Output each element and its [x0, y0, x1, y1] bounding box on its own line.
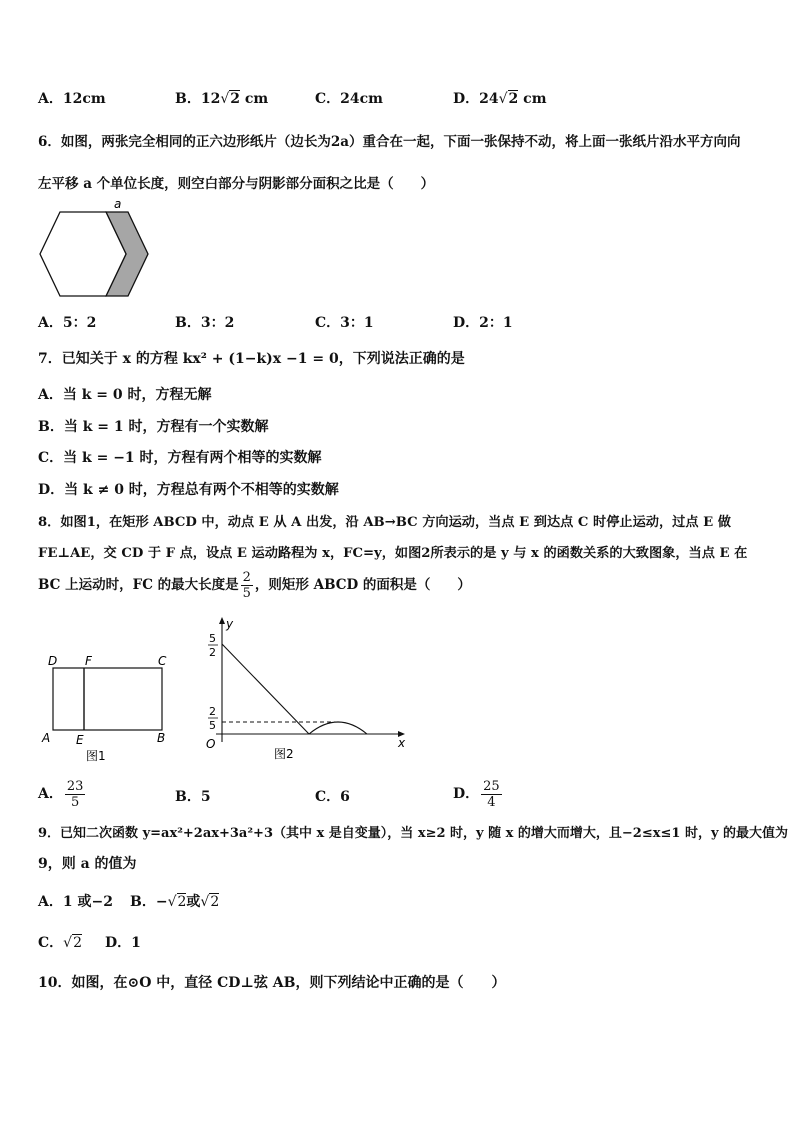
tick-low-den: 5 — [209, 719, 216, 732]
q8-option-c: C．6 — [315, 789, 350, 805]
label-y: y — [226, 617, 234, 631]
q7-option-d: D．当 k ≠ 0 时，方程总有两个不相等的实数解 — [38, 482, 339, 498]
q8-stem-line2: FE⊥AE，交 CD 于 F 点，设点 E 运动路程为 x，FC=y，如图2所表示的是 y 与 x 的函数关系的大致图象，当点 E 在 — [38, 546, 748, 561]
label-f: F — [85, 654, 92, 668]
q6-stem-line1: 6．如图，两张完全相同的正六边形纸片（边长为2a）重合在一起，下面一张保持不动，将上面一张纸片沿水平方向向 — [38, 134, 741, 150]
q5-option-d: D．24√2 cm — [453, 91, 547, 107]
q8-option-b: B．5 — [175, 789, 211, 805]
q7-option-a: A．当 k = 0 时，方程无解 — [38, 387, 212, 403]
label-b: B — [157, 731, 166, 745]
graph-arc — [309, 722, 367, 734]
figure1-caption: 图1 — [86, 749, 106, 763]
tick-top-den: 2 — [209, 646, 216, 659]
q6-option-d: D．2：1 — [453, 315, 513, 331]
q6-option-c: C．3：1 — [315, 315, 374, 331]
q10-stem: 10．如图，在⊙O 中，直径 CD⊥弦 AB，则下列结论中正确的是（ ） — [38, 975, 506, 991]
label-x: x — [398, 736, 406, 750]
q9-option-a: A．1 或−2 — [38, 894, 113, 910]
tick-top-num: 5 — [209, 632, 216, 645]
q7-stem: 7．已知关于 x 的方程 kx² + (1−k)x −1 = 0，下列说法正确的是 — [38, 351, 465, 367]
q7-option-b: B．当 k = 1 时，方程有一个实数解 — [38, 419, 269, 435]
q9-option-d: D．1 — [105, 935, 141, 951]
q8-figure2-graph — [196, 614, 416, 764]
q7-option-c: C．当 k = −1 时，方程有两个相等的实数解 — [38, 450, 322, 466]
q8-option-a: A． $\frac{23}{5}$ — [38, 778, 84, 810]
label-a: A — [42, 731, 51, 745]
q6-option-b: B．3：2 — [175, 315, 235, 331]
q5-option-b: B．12√2 cm — [175, 91, 269, 107]
q9-stem-line2: 9，则 a 的值为 — [38, 856, 137, 872]
label-a: a — [114, 198, 122, 211]
rectangle-abcd — [53, 668, 162, 730]
q9-stem-line1: 9．已知二次函数 y=ax²+2ax+3a²+3（其中 x 是自变量），当 x≥2 时，y 随 x 的增大而增大，且−2≤x≤1 时，y 的最大值为 — [38, 826, 789, 841]
label-origin: O — [206, 737, 216, 751]
label-c: C — [158, 654, 167, 668]
label-d: D — [48, 654, 58, 668]
q6-option-a: A．5：2 — [38, 315, 97, 331]
q8-option-d: D． $\frac{25}{4}$ — [453, 778, 500, 810]
q9-option-b: B．−√2或√2 — [130, 894, 220, 910]
tick-low-num: 2 — [209, 705, 216, 718]
y-axis-arrow — [219, 617, 225, 624]
q8-stem-line1: 8．如图1，在矩形 ABCD 中，动点 E 从 A 出发，沿 AB→BC 方向运动，当点 E 到达点 C 时停止运动，过点 E 做 — [38, 515, 731, 530]
q9-option-c: C．√2 — [38, 935, 82, 951]
q8-figure1-rectangle — [36, 650, 176, 765]
figure2-caption: 图2 — [274, 747, 294, 761]
q6-stem-line2: 左平移 a 个单位长度，则空白部分与阴影部分面积之比是（ ） — [38, 176, 435, 192]
q5-option-c: C．24cm — [315, 91, 383, 107]
q5-option-a: A．12cm — [38, 91, 106, 107]
graph-line — [222, 644, 309, 734]
q8-stem-line3: BC 上运动时，FC 的最大长度是 $\frac{2}{5}$ ，则矩形 ABCD 的面积是（ ） — [38, 570, 471, 601]
q6-hexagon-figure — [34, 198, 154, 302]
label-e: E — [76, 733, 84, 747]
